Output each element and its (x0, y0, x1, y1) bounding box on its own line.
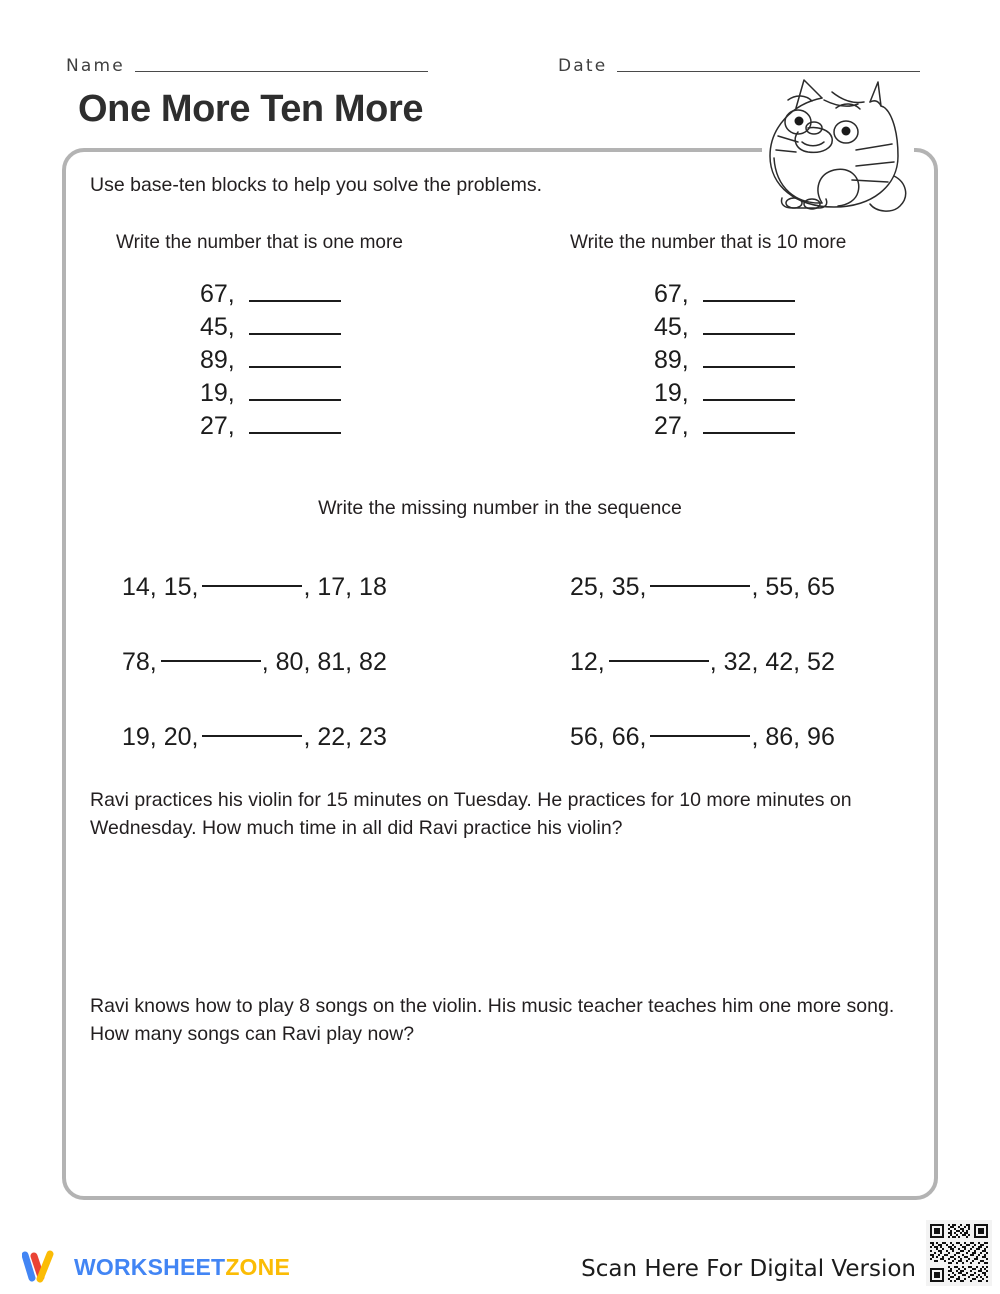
name-field-row (66, 58, 428, 75)
answer-blank[interactable] (703, 333, 795, 335)
answer-blank[interactable] (650, 735, 750, 737)
sequence-prefix: 12, (570, 648, 605, 676)
answer-blank[interactable] (650, 585, 750, 587)
qr-code[interactable] (926, 1220, 992, 1286)
problem-row (654, 313, 795, 346)
sequence-item (66, 625, 512, 700)
sequence-item (66, 700, 512, 775)
answer-blank[interactable] (161, 660, 261, 662)
problem-row (200, 313, 341, 346)
sequence-grid (66, 550, 934, 775)
sequence-row (66, 700, 934, 775)
problem-row (200, 412, 341, 445)
name-label: Name (66, 56, 125, 76)
worksheet-footer (0, 1200, 1000, 1294)
sequence-suffix: , 22, 23 (303, 723, 387, 751)
problem-row (200, 280, 341, 313)
word-problem-2: Ravi knows how to play 8 songs on the violin. His music teacher teaches him one more song. How many songs can Ravi play now? (90, 995, 895, 1046)
problem-value: 19, (654, 379, 689, 407)
problem-row (200, 379, 341, 412)
sequence-heading: Write the missing number in the sequence (318, 497, 682, 519)
sequence-suffix: , 17, 18 (303, 573, 387, 601)
problem-value: 67, (654, 280, 689, 308)
word-problem-1: Ravi practices his violin for 15 minutes on Tuesday. He practices for 10 more minutes on Wednesday. How much time in all did Ravi practice his violin? (90, 789, 852, 840)
ten-more-heading: Write the number that is 10 more (570, 232, 847, 253)
answer-blank[interactable] (249, 399, 341, 401)
sequence-suffix: , 32, 42, 52 (709, 648, 835, 676)
problem-row (654, 412, 795, 445)
answer-blank[interactable] (703, 432, 795, 434)
problem-row (200, 346, 341, 379)
answer-blank[interactable] (202, 585, 302, 587)
logo-mark-icon (22, 1250, 66, 1284)
sequence-item (512, 550, 958, 625)
sequence-item (66, 550, 512, 625)
answer-blank[interactable] (249, 333, 341, 335)
problem-value: 89, (654, 346, 689, 374)
problem-value: 45, (654, 313, 689, 341)
instructions-text: Use base-ten blocks to help you solve the problems. (90, 174, 542, 196)
logo-text (74, 1254, 290, 1281)
sequence-row (66, 550, 934, 625)
sequence-suffix: , 86, 96 (751, 723, 835, 751)
problem-row (654, 280, 795, 313)
problem-value: 89, (200, 346, 235, 374)
worksheet-content-box (62, 148, 938, 1200)
sequence-suffix: , 55, 65 (751, 573, 835, 601)
sequence-suffix: , 80, 81, 82 (261, 648, 387, 676)
sequence-prefix: 25, 35, (570, 573, 647, 601)
sequence-item (512, 700, 958, 775)
answer-blank[interactable] (202, 735, 302, 737)
answer-blank[interactable] (703, 300, 795, 302)
sequence-row (66, 625, 934, 700)
problem-value: 27, (654, 412, 689, 440)
answer-blank[interactable] (609, 660, 709, 662)
logo-zone-text: ZONE (225, 1253, 291, 1280)
problem-row (654, 379, 795, 412)
ten-more-problem-list (654, 280, 795, 445)
answer-blank[interactable] (249, 432, 341, 434)
problem-value: 67, (200, 280, 235, 308)
sequence-prefix: 78, (122, 648, 157, 676)
answer-blank[interactable] (249, 300, 341, 302)
sequence-item (512, 625, 958, 700)
answer-blank[interactable] (249, 366, 341, 368)
problem-value: 19, (200, 379, 235, 407)
problem-value: 45, (200, 313, 235, 341)
name-write-line[interactable] (135, 71, 428, 72)
answer-blank[interactable] (703, 366, 795, 368)
scan-prompt-text: Scan Here For Digital Version (581, 1256, 916, 1282)
sequence-prefix: 14, 15, (122, 573, 199, 601)
cat-illustration (752, 70, 918, 222)
worksheetzone-logo[interactable] (22, 1250, 290, 1284)
sequence-prefix: 19, 20, (122, 723, 199, 751)
one-more-problem-list (200, 280, 341, 445)
one-more-heading: Write the number that is one more (116, 232, 403, 253)
answer-blank[interactable] (703, 399, 795, 401)
date-label: Date (558, 56, 608, 76)
problem-row (654, 346, 795, 379)
logo-worksheet-text: WORKSHEET (74, 1253, 226, 1280)
problem-value: 27, (200, 412, 235, 440)
page-title: One More Ten More (78, 88, 424, 130)
sequence-prefix: 56, 66, (570, 723, 647, 751)
